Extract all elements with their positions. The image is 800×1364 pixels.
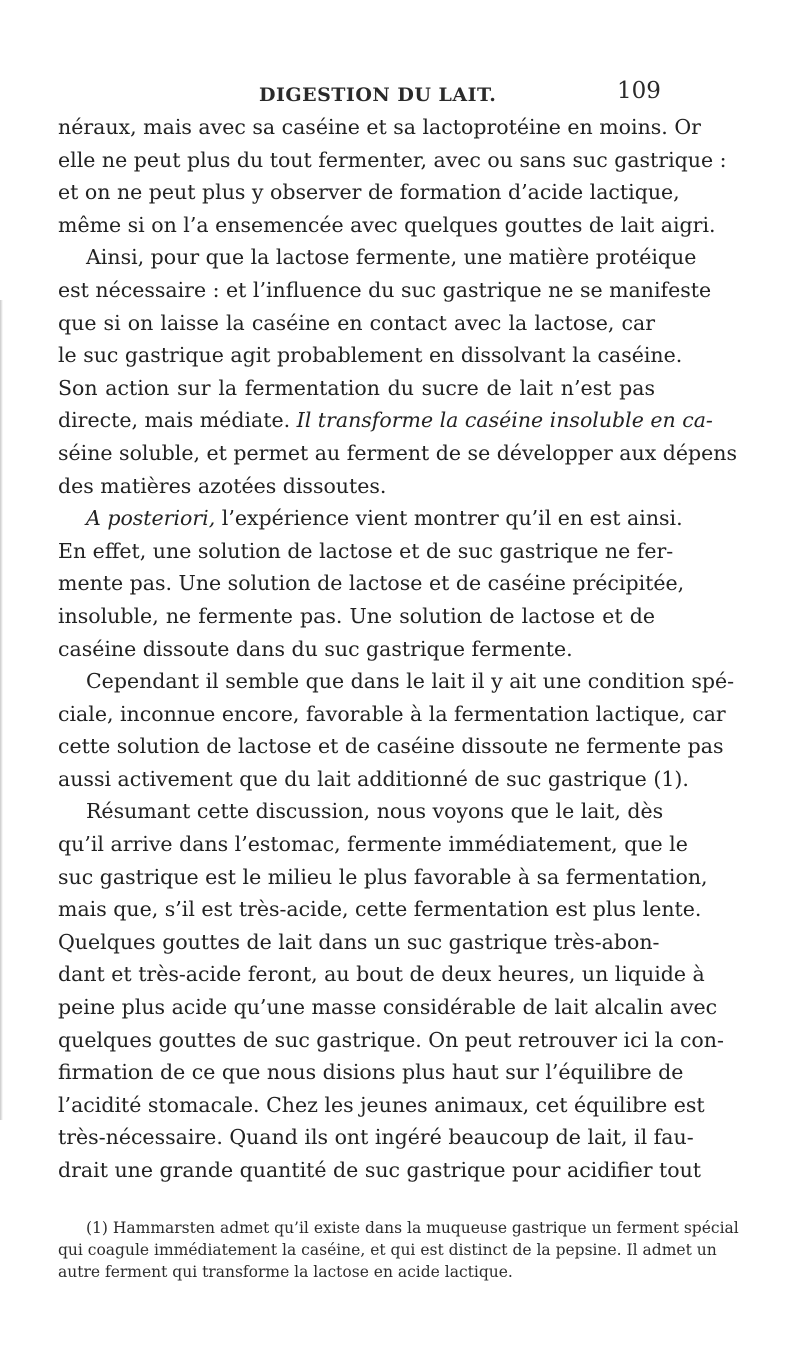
text-line: même si on l’a ensemencée avec quelques gouttes de lait aigri. xyxy=(58,212,716,237)
text-line: firmation de ce que nous disions plus haut sur l’équilibre de xyxy=(58,1060,684,1085)
text-line: Cependant il semble que dans le lait il y ait une condition spé- xyxy=(86,669,735,694)
text-line: est nécessaire : et l’influence du suc gastrique ne se manifeste xyxy=(58,277,712,302)
text-line: drait une grande quantité de suc gastrique pour acidifier tout xyxy=(58,1158,702,1182)
text-line: elle ne peut plus du tout fermenter, avec ou sans suc gastrique : xyxy=(58,147,727,172)
italic-segment: Il transforme la caséine insoluble en ca- xyxy=(296,408,713,433)
running-title: DIGESTION DU LAIT. xyxy=(259,84,497,106)
text-line: ciale, inconnue encore, favorable à la fermentation lactique, car xyxy=(58,701,726,726)
text-line: insoluble, ne fermente pas. Une solution de lactose et de xyxy=(58,603,655,628)
text-line: suc gastrique est le milieu le plus favorable à sa fermentation, xyxy=(58,864,708,889)
footnote-line: (1) Hammarsten admet qu’il existe dans la muqueuse gastrique un ferment spécial xyxy=(86,1219,739,1237)
text-line: très-nécessaire. Quand ils ont ingéré beaucoup de lait, il fau- xyxy=(58,1125,694,1150)
italic-segment: A posteriori, xyxy=(86,506,216,531)
text-line: peine plus acide qu’une masse considérable de lait alcalin avec xyxy=(58,995,718,1020)
text-line: En effet, une solution de lactose et de suc gastrique ne fer- xyxy=(58,538,674,563)
text-line: l’acidité stomacale. Chez les jeunes animaux, cet équilibre est xyxy=(58,1092,705,1117)
text-line: et on ne peut plus y observer de formation d’acide lactique, xyxy=(58,180,680,205)
text-line: dant et très-acide feront, au bout de deux heures, un liquide à xyxy=(58,962,705,987)
text-line: mais que, s’il est très-acide, cette fermentation est plus lente. xyxy=(58,897,702,922)
text-line: le suc gastrique agit probablement en dissolvant la caséine. xyxy=(58,343,683,368)
text-line: néraux, mais avec sa caséine et sa lactoprotéine en moins. Or xyxy=(58,115,701,139)
text-segment: directe, mais médiate. xyxy=(58,408,291,433)
text-line-italic: séine soluble, et permet au ferment de se développer aux dépens xyxy=(58,440,738,465)
text-line-mixed xyxy=(58,404,713,437)
text-line: Quelques gouttes de lait dans un suc gastrique très-abon- xyxy=(58,929,660,954)
footnotes xyxy=(58,1217,739,1283)
text-line: quelques gouttes de suc gastrique. On peut retrouver ici la con- xyxy=(58,1027,724,1052)
text-line: Ainsi, pour que la lactose fermente, une matière protéique xyxy=(86,245,697,270)
text-line: Son action sur la fermentation du sucre de lait n’est pas xyxy=(58,375,655,400)
page-header xyxy=(0,78,800,110)
page-number: 109 xyxy=(617,78,661,104)
body-text xyxy=(58,111,738,1187)
text-line-italic: des matières azotées dissoutes. xyxy=(58,473,387,498)
text-line: caséine dissoute dans du suc gastrique fermente. xyxy=(58,636,573,661)
text-segment: l’expérience vient montrer qu’il en est ainsi. xyxy=(221,506,683,531)
page-edge-shadow xyxy=(0,300,3,1120)
footnote-line: qui coagule immédiatement la caséine, et qui est distinct de la pepsine. Il admet un xyxy=(58,1241,717,1259)
text-line: que si on laisse la caséine en contact avec la lactose, car xyxy=(58,310,655,335)
text-line: Résumant cette discussion, nous voyons que le lait, dès xyxy=(86,799,664,824)
text-line-mixed xyxy=(58,502,683,535)
text-line: cette solution de lactose et de caséine dissoute ne fermente pas xyxy=(58,734,724,759)
text-line: aussi activement que du lait additionné de suc gastrique (1). xyxy=(58,766,689,791)
footnote-line: autre ferment qui transforme la lactose en acide lactique. xyxy=(58,1263,513,1281)
text-line: mente pas. Une solution de lactose et de caséine précipitée, xyxy=(58,571,685,596)
text-line: qu’il arrive dans l’estomac, fermente immédiatement, que le xyxy=(58,832,688,857)
